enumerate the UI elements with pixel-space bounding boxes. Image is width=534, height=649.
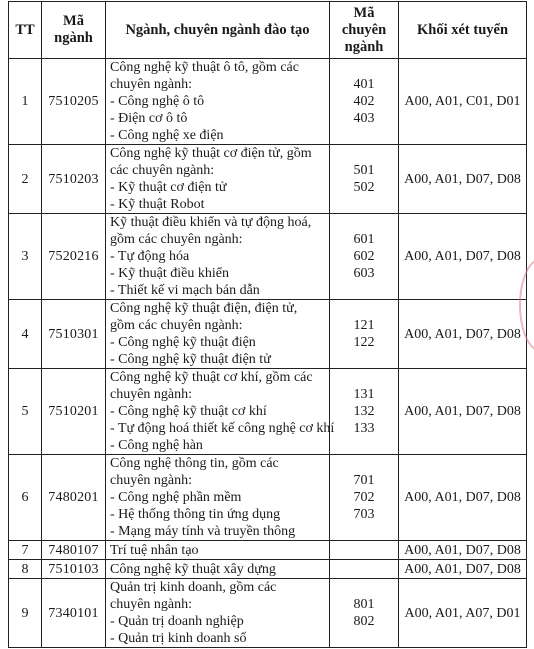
chuyen-nganh-code: 701: [353, 473, 375, 488]
cell-nganh: [106, 59, 330, 145]
chuyen-nganh-code: 132: [353, 404, 375, 419]
nganh-line: - Công nghệ kỹ thuật điện tử: [110, 352, 271, 367]
nganh-line: Trí tuệ nhân tạo: [110, 542, 199, 558]
cell-tt: 5: [9, 369, 42, 455]
nganh-line: - Công nghệ phần mềm: [110, 490, 242, 505]
header-row: [9, 2, 527, 59]
chuyen-nganh-code: 601: [353, 232, 375, 247]
nganh-line: chuyên ngành:: [110, 597, 193, 612]
nganh-line: - Quản trị doanh nghiệp: [110, 614, 244, 629]
chuyen-nganh-code: 402: [353, 94, 375, 109]
table-row: [9, 145, 527, 214]
cell-ma-chuyen-nganh: [330, 541, 399, 560]
nganh-line: - Tự động hóa: [110, 249, 190, 264]
nganh-line: - Kỹ thuật Robot: [110, 197, 205, 212]
cell-ma-chuyen-nganh: [330, 455, 399, 541]
chuyen-nganh-code: 603: [353, 266, 375, 281]
cell-nganh: [106, 214, 330, 300]
cell-tt: 1: [9, 59, 42, 145]
header-khoi: Khối xét tuyển: [399, 2, 527, 59]
header-ma-nganh-line: Mã: [63, 13, 84, 29]
chuyen-nganh-code: 703: [353, 507, 375, 522]
nganh-line: Công nghệ kỹ thuật cơ khí, gồm các: [110, 370, 313, 385]
chuyen-nganh-code: 121: [353, 318, 375, 333]
cell-ma-chuyen-nganh: [330, 369, 399, 455]
cell-ma-chuyen-nganh: [330, 214, 399, 300]
chuyen-nganh-code: 501: [353, 163, 375, 178]
header-ma-nganh: [42, 2, 106, 59]
cell-nganh: [106, 541, 330, 560]
nganh-line: Kỹ thuật điều khiển và tự động hoá,: [110, 215, 312, 230]
header-ma-cn-line: Mã: [353, 4, 375, 21]
nganh-line: Công nghệ thông tin, gồm các: [110, 456, 279, 471]
nganh-line: các chuyên ngành:: [110, 163, 215, 178]
cell-ma-nganh: 7510203: [42, 145, 106, 214]
nganh-line: - Mạng máy tính và truyền thông: [110, 524, 296, 539]
cell-ma-chuyen-nganh: [330, 59, 399, 145]
cell-ma-chuyen-nganh: [330, 560, 399, 579]
cell-khoi-xet-tuyen: A00, A01, D07, D08: [399, 455, 527, 541]
table-row: [9, 214, 527, 300]
chuyen-nganh-code: 122: [353, 335, 375, 350]
nganh-line: chuyên ngành:: [110, 473, 193, 488]
admissions-table: [8, 1, 527, 648]
nganh-line: Công nghệ kỹ thuật cơ điện tử, gồm: [110, 146, 312, 161]
cell-nganh: [106, 300, 330, 369]
cell-khoi-xet-tuyen: A00, A01, D07, D08: [399, 145, 527, 214]
cell-ma-nganh: 7510201: [42, 369, 106, 455]
cell-ma-chuyen-nganh: [330, 300, 399, 369]
cell-khoi-xet-tuyen: A00, A01, D07, D08: [399, 541, 527, 560]
header-nganh: Ngành, chuyên ngành đào tạo: [106, 2, 330, 59]
nganh-line: - Công nghệ kỹ thuật cơ khí: [110, 404, 267, 419]
nganh-line: Công nghệ kỹ thuật điện, điện tử,: [110, 301, 298, 316]
cell-ma-nganh: 7480107: [42, 541, 106, 560]
cell-nganh: [106, 455, 330, 541]
cell-ma-nganh: 7510103: [42, 560, 106, 579]
nganh-line: - Hệ thống thông tin ứng dụng: [110, 507, 281, 522]
chuyen-nganh-code: 131: [353, 387, 375, 402]
nganh-line: Quản trị kinh doanh, gồm các: [110, 580, 277, 595]
table-row: [9, 455, 527, 541]
cell-nganh: [106, 560, 330, 579]
table-row: [9, 560, 527, 579]
nganh-line: Công nghệ kỹ thuật ô tô, gồm các: [110, 60, 299, 75]
chuyen-nganh-code: 403: [353, 111, 375, 126]
cell-tt: 3: [9, 214, 42, 300]
nganh-line: gồm các chuyên ngành:: [110, 232, 243, 247]
cell-nganh: [106, 369, 335, 455]
nganh-line: - Công nghệ ô tô: [110, 94, 205, 109]
nganh-line: Công nghệ kỹ thuật xây dựng: [110, 561, 276, 577]
table-body: [9, 59, 527, 648]
nganh-line: - Quản trị kinh doanh số: [110, 631, 247, 646]
cell-khoi-xet-tuyen: A00, A01, D07, D08: [399, 214, 527, 300]
cell-khoi-xet-tuyen: A00, A01, A07, D01: [399, 579, 527, 648]
nganh-line: - Thiết kế vi mạch bán dẫn: [110, 283, 260, 298]
cell-ma-chuyen-nganh: [330, 145, 399, 214]
nganh-line: gồm các chuyên ngành:: [110, 318, 243, 333]
table-row: [9, 300, 527, 369]
cell-tt: 9: [9, 579, 42, 648]
cell-ma-nganh: 7520216: [42, 214, 106, 300]
nganh-line: - Tự động hoá thiết kế công nghệ cơ khí: [110, 421, 335, 436]
nganh-line: chuyên ngành:: [110, 387, 193, 402]
cell-khoi-xet-tuyen: A00, A01, C01, D01: [399, 59, 527, 145]
chuyen-nganh-code: 802: [353, 614, 375, 629]
cell-nganh: [106, 145, 330, 214]
cell-khoi-xet-tuyen: A00, A01, D07, D08: [399, 369, 527, 455]
cell-tt: 4: [9, 300, 42, 369]
nganh-line: - Kỹ thuật điều khiển: [110, 266, 229, 281]
nganh-line: - Công nghệ kỹ thuật điện: [110, 335, 256, 350]
cell-ma-nganh: 7510205: [42, 59, 106, 145]
cell-tt: 6: [9, 455, 42, 541]
chuyen-nganh-code: 801: [353, 597, 375, 612]
nganh-line: chuyên ngành:: [110, 77, 193, 92]
cell-khoi-xet-tuyen: A00, A01, D07, D08: [399, 300, 527, 369]
chuyen-nganh-code: 502: [353, 180, 375, 195]
cell-ma-nganh: 7480201: [42, 455, 106, 541]
table-row: [9, 369, 527, 455]
cell-ma-chuyen-nganh: [330, 579, 399, 648]
header-ma-cn-line: chuyên: [341, 21, 387, 38]
cell-nganh: [106, 579, 330, 648]
nganh-line: - Kỹ thuật cơ điện tử: [110, 180, 227, 195]
chuyen-nganh-code: 133: [353, 421, 375, 436]
cell-ma-nganh: 7340101: [42, 579, 106, 648]
nganh-line: - Công nghệ hàn: [110, 438, 203, 453]
cell-tt: 8: [9, 560, 42, 579]
chuyen-nganh-code: 602: [353, 249, 375, 264]
cell-tt: 7: [9, 541, 42, 560]
nganh-line: - Điện cơ ô tô: [110, 111, 188, 126]
cell-ma-nganh: 7510301: [42, 300, 106, 369]
chuyen-nganh-code: 702: [353, 490, 375, 505]
table-row: [9, 579, 527, 648]
header-ma-chuyen-nganh: [330, 2, 399, 59]
cell-tt: 2: [9, 145, 42, 214]
chuyen-nganh-code: 401: [353, 77, 375, 92]
header-ma-cn-line: ngành: [344, 38, 384, 55]
header-tt: TT: [9, 2, 42, 59]
cell-khoi-xet-tuyen: A00, A01, D07, D08: [399, 560, 527, 579]
table-row: [9, 541, 527, 560]
header-ma-nganh-line: ngành: [54, 30, 93, 46]
nganh-line: - Công nghệ xe điện: [110, 128, 224, 143]
table-row: [9, 59, 527, 145]
